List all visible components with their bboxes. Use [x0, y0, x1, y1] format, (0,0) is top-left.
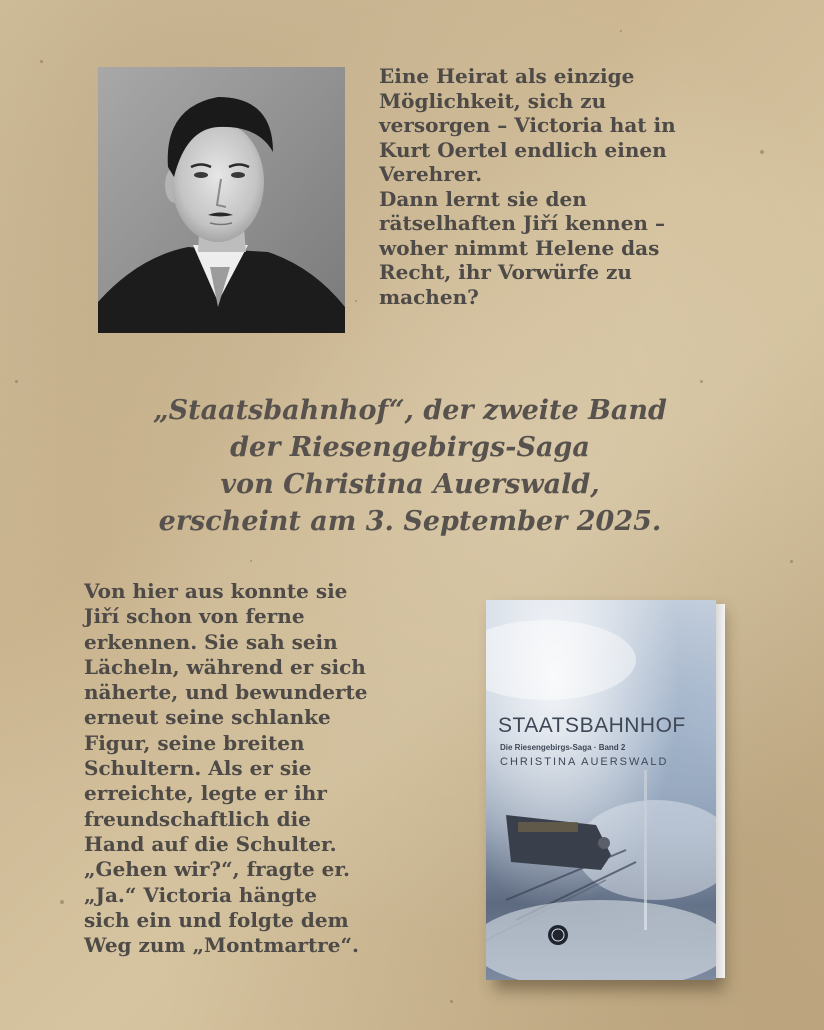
cover-series: Die Riesengebirgs-Saga · Band 2 — [500, 743, 626, 752]
release-announcement: „Staatsbahnhof“, der zweite Band der Riesengebirgs-Saga von Christina Auerswald, erscheint am 3. September 2025. — [153, 395, 667, 537]
book-excerpt: Von hier aus konnte sie Jiří schon von ferne erkennen. Sie sah sein Lächeln, während er sich näherte, und bewunderte erneut seine schlanke Figur, seine breiten Schultern. Als er sie erreichte, legte er ihr freundschaftlich die Hand auf die Schulter. „Gehen wir?“, fragte er. „Ja.“ Victoria hängte sich ein und folgte dem Weg zum „Montmartre“. — [84, 579, 368, 958]
intro-text: Eine Heirat als einzige Möglichkeit, sich zu versorgen – Victoria hat in Kurt Oertel endlich einen Verehrer. Dann lernt sie den rätselhaften Jiří kennen – woher nimmt Helene das Recht, ihr Vorwürfe zu machen? — [379, 64, 676, 309]
book-cover — [486, 600, 716, 980]
portrait-photo — [98, 67, 345, 333]
cover-title: STAATSBAHNHOF — [498, 714, 686, 737]
book-spine — [716, 604, 725, 978]
cover-artwork — [486, 600, 716, 980]
cover-author: CHRISTINA AUERSWALD — [500, 756, 669, 768]
